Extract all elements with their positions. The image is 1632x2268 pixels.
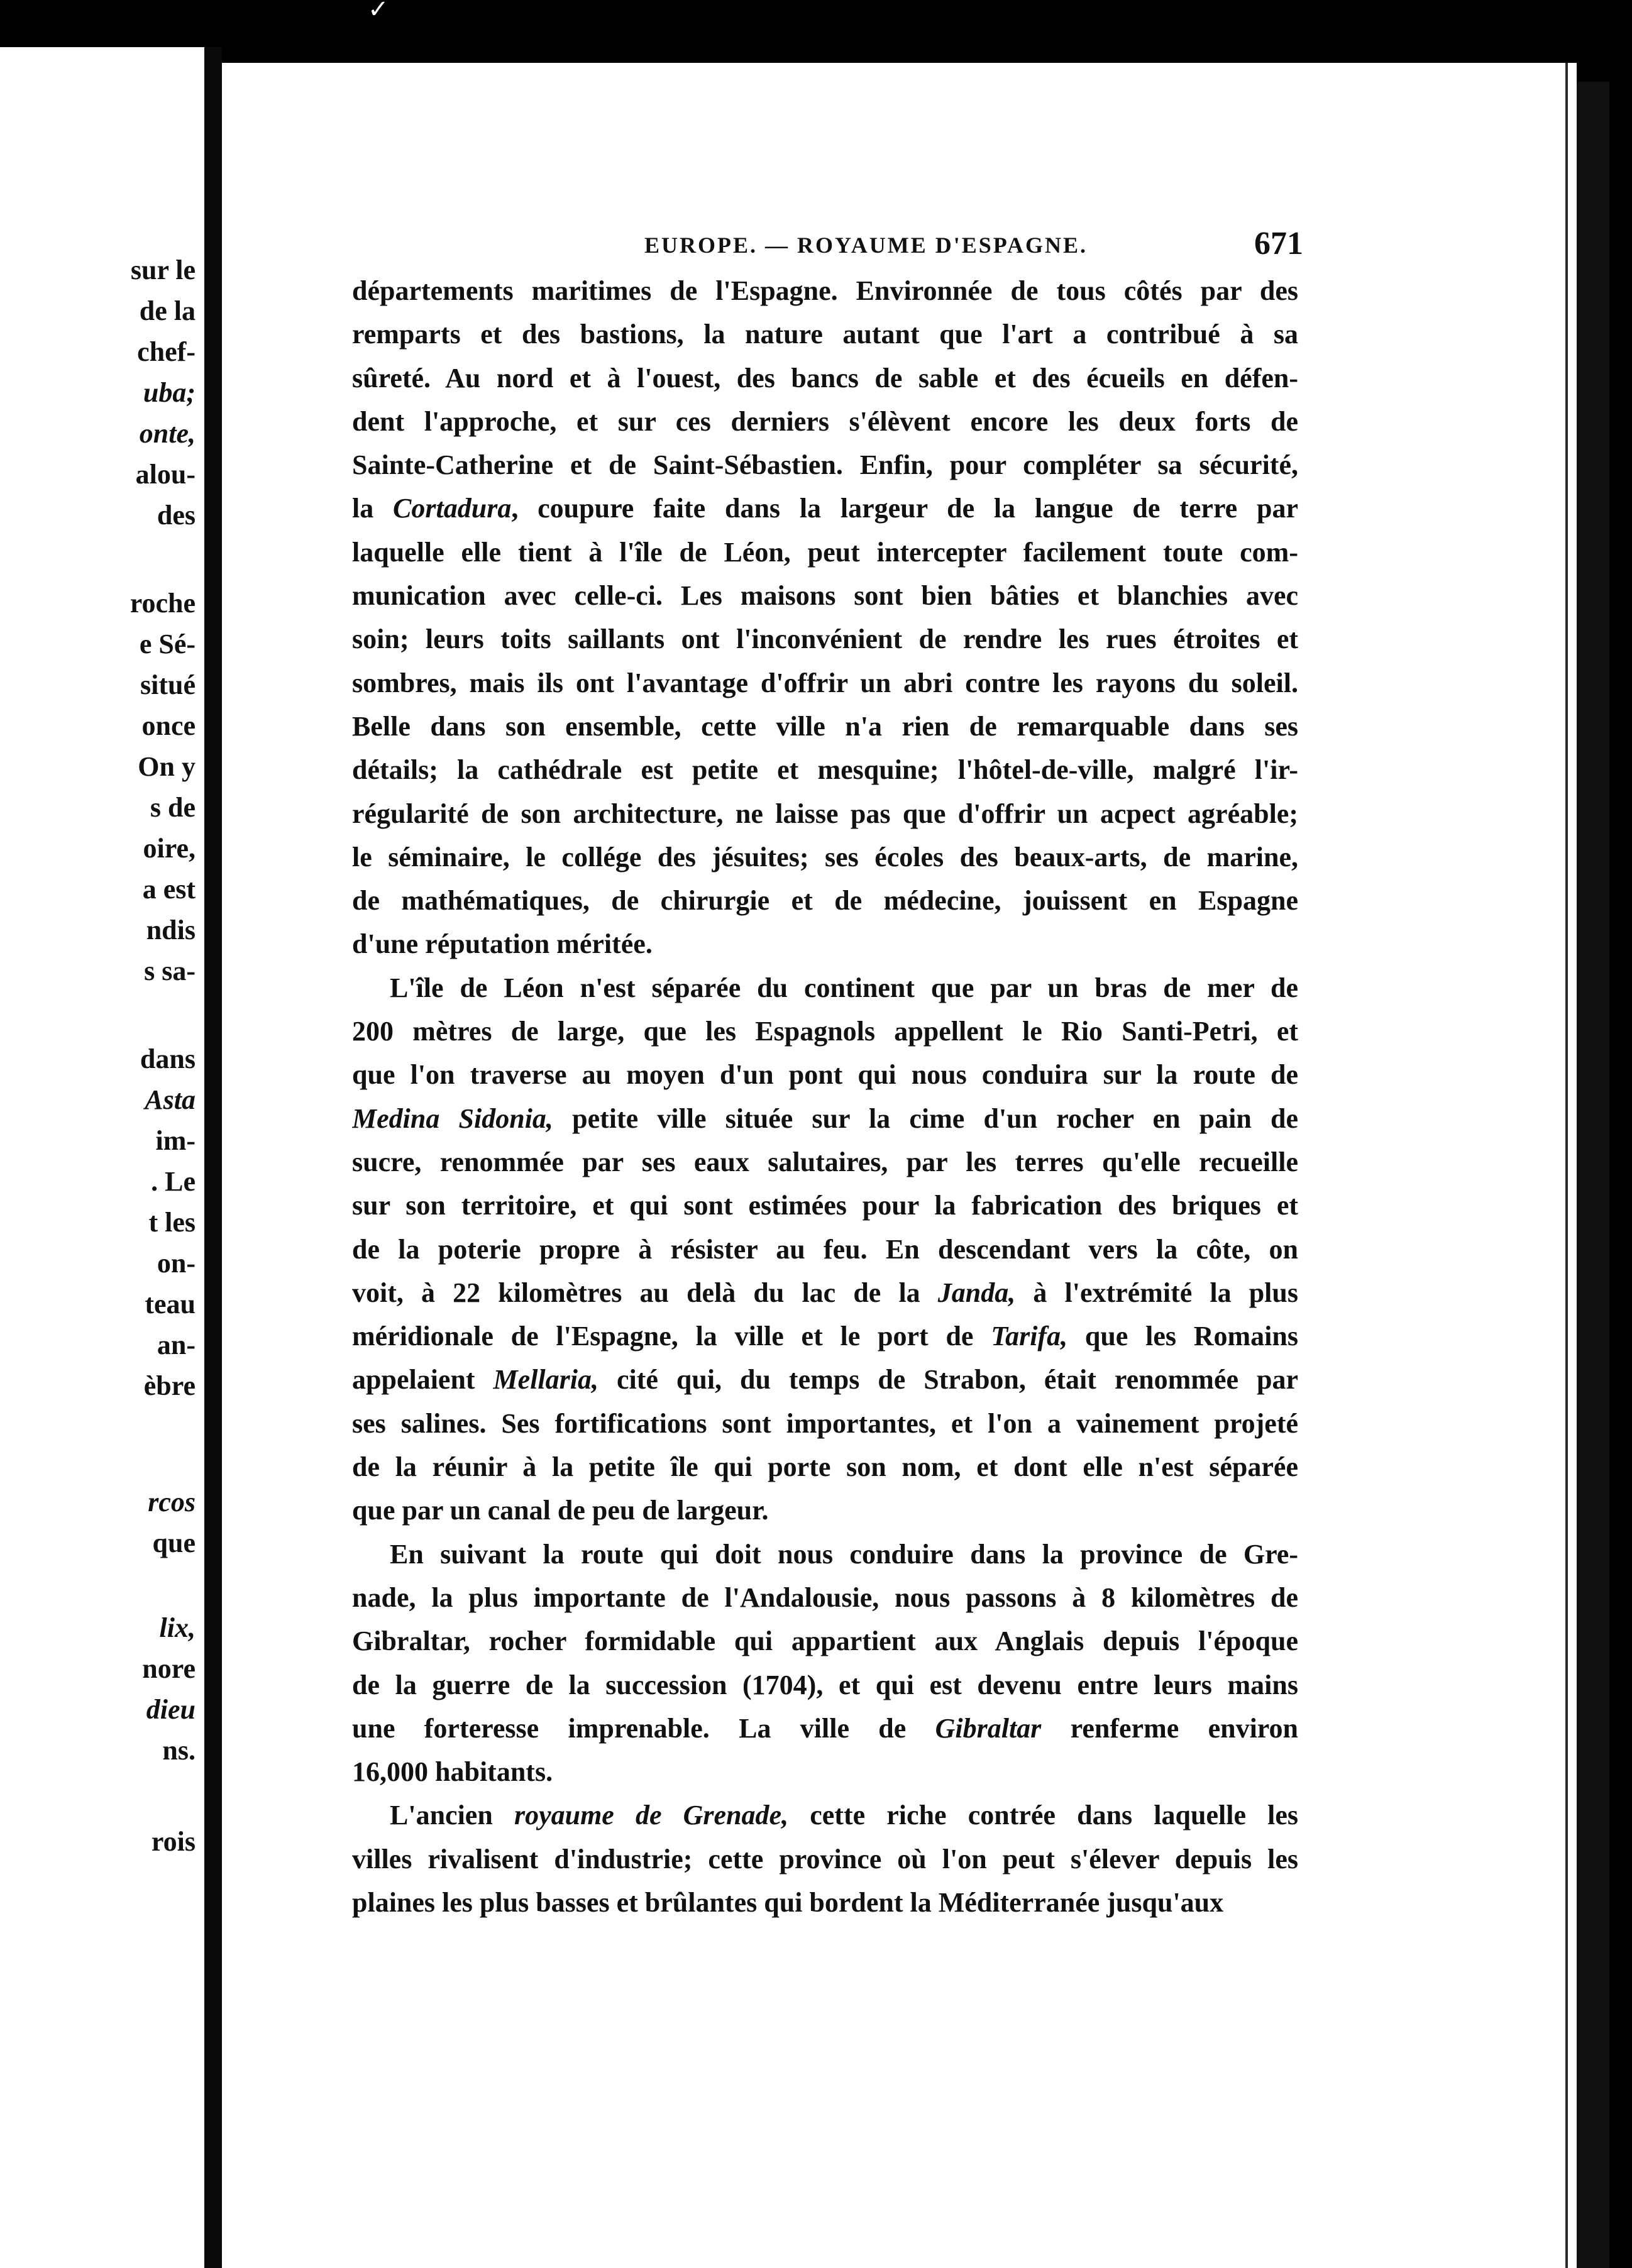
body-text (352, 269, 1298, 1924)
text-segment: la (352, 493, 394, 524)
facing-page-fragment: ns. (162, 1735, 196, 1766)
text-line: Sainte-Catherine et de Saint-Sébastien. Enfin, pour compléter sa sécurité, (352, 449, 1298, 481)
text-line: munication avec celle-ci. Les maisons sont bien bâties et blanchies avec (352, 580, 1298, 612)
text-line: sur son territoire, et qui sont estimées pour la fabrication des briques et (352, 1190, 1298, 1221)
text-segment: une forteresse imprenable. La ville de (352, 1712, 935, 1744)
text-segment: que les Romains (1067, 1321, 1298, 1352)
facing-page-fragment: onte, (139, 418, 196, 449)
text-line: 16,000 habitants. (352, 1756, 553, 1788)
facing-page-fragment: lix, (159, 1612, 196, 1643)
facing-page-fragment: ndis (146, 915, 196, 945)
italic-term: Tarifa, (991, 1321, 1068, 1352)
text-line: soin; leurs toits saillants ont l'inconvénient de rendre les rues étroites et (352, 624, 1298, 655)
text-line: de la réunir à la petite île qui porte son nom, et dont elle n'est séparée (352, 1451, 1298, 1483)
facing-page-fragment: e Sé- (139, 629, 196, 659)
italic-term: Cortadura (393, 493, 512, 524)
text-segment: voit, à 22 kilomètres au delà du lac de la (352, 1277, 938, 1308)
facing-page-fragment: on- (157, 1248, 196, 1279)
facing-page-fragment: situé (140, 669, 196, 700)
facing-page-fragment: que (152, 1528, 196, 1558)
page-edge-line (1565, 63, 1568, 2268)
facing-page-fragment: t les (148, 1207, 196, 1238)
text-line: d'une réputation méritée. (352, 928, 653, 960)
scan-corner-mark: ✓ (368, 0, 389, 23)
book-gutter (204, 47, 222, 2268)
text-line (352, 1358, 1298, 1401)
facing-page-fragment: a est (142, 874, 196, 905)
text-line: remparts et des bastions, la nature autant que l'art a contribué à sa (352, 319, 1298, 350)
facing-page-fragment: im- (155, 1125, 196, 1156)
text-segment: à l'extrémité la plus (1015, 1277, 1298, 1308)
facing-page-fragment: sur le (130, 255, 196, 285)
text-line: le séminaire, le collége des jésuites; ses écoles des beaux-arts, de marine, (352, 841, 1298, 873)
text-line: régularité de son architecture, ne laisse pas que d'offrir un acpect agréable; (352, 798, 1298, 829)
text-line: départements maritimes de l'Espagne. Environnée de tous côtés par des (352, 275, 1298, 306)
text-line: sûreté. Au nord et à l'ouest, des bancs de sable et des écueils en défen- (352, 362, 1298, 394)
text-segment: , coupure faite dans la largeur de la langue de terre par (511, 493, 1298, 524)
text-line (352, 1707, 1298, 1750)
text-line (352, 1314, 1298, 1358)
text-line: Belle dans son ensemble, cette ville n'a rien de remarquable dans ses (352, 710, 1298, 742)
text-line (352, 487, 1298, 530)
italic-term: Medina Sidonia, (352, 1103, 553, 1134)
text-line: de mathématiques, de chirurgie et de médecine, jouissent en Espagne (352, 885, 1298, 917)
text-line: que par un canal de peu de largeur. (352, 1495, 769, 1526)
italic-term: Janda, (937, 1277, 1016, 1308)
text-line: L'île de Léon n'est séparée du continent que par un bras de mer de (390, 972, 1298, 1003)
text-line: que l'on traverse au moyen d'un pont qui nous conduira sur la route de (352, 1059, 1298, 1091)
facing-page-fragment: oire, (143, 833, 196, 864)
text-segment: méridionale de l'Espagne, la ville et le port de (352, 1321, 991, 1352)
text-line (352, 1097, 1298, 1140)
text-line (352, 1793, 1298, 1837)
facing-page-fragment: des (157, 500, 196, 531)
text-line: Gibraltar, rocher formidable qui appartient aux Anglais depuis l'époque (352, 1626, 1298, 1657)
facing-page-fragment: On y (138, 751, 196, 782)
text-segment: renferme environ (1041, 1712, 1298, 1744)
facing-page-fragment: teau (145, 1289, 196, 1319)
text-line: détails; la cathédrale est petite et mesquine; l'hôtel-de-ville, malgré l'ir- (352, 754, 1298, 786)
facing-page-fragment: uba; (143, 377, 196, 408)
facing-page-fragment: dans (140, 1043, 196, 1074)
facing-page-fragment: alou- (135, 459, 196, 490)
text-segment: appelaient (352, 1364, 493, 1395)
facing-page-fragment: Asta (145, 1084, 196, 1115)
text-line: dent l'approche, et sur ces derniers s'élèvent encore les deux forts de (352, 405, 1298, 437)
facing-page-fragment: . Le (151, 1166, 196, 1197)
text-line: En suivant la route qui doit nous conduire dans la province de Gre- (390, 1538, 1298, 1570)
text-line: sombres, mais ils ont l'avantage d'offrir un abri contre les rayons du soleil. (352, 667, 1298, 698)
facing-page-fragment: dieu (146, 1694, 196, 1725)
running-header: EUROPE. — ROYAUME D'ESPAGNE. (644, 233, 1088, 258)
page-number: 671 (1254, 226, 1303, 261)
italic-term: royaume de Grenade, (514, 1800, 789, 1831)
facing-page-fragment: once (141, 710, 196, 741)
facing-page-fragment: s sa- (144, 955, 196, 986)
facing-page-fragment: s de (150, 792, 196, 823)
text-segment: cité qui, du temps de Strabon, était renommée par (598, 1364, 1298, 1395)
text-line: nade, la plus importante de l'Andalousie, nous passons à 8 kilomètres de (352, 1582, 1298, 1613)
text-line: ses salines. Ses fortifications sont importantes, et l'on a vainement projeté (352, 1407, 1298, 1439)
text-line: villes rivalisent d'industrie; cette province où l'on peut s'élever depuis les (352, 1843, 1298, 1874)
text-line (352, 1271, 1298, 1314)
text-line: sucre, renommée par ses eaux salutaires, par les terres qu'elle recueille (352, 1146, 1298, 1177)
italic-term: Gibraltar (935, 1712, 1042, 1744)
facing-page-fragment: chef- (137, 336, 196, 367)
facing-page-fragment: roche (130, 588, 196, 619)
facing-page-fragment: rois (151, 1826, 196, 1857)
facing-page-edge (0, 47, 204, 2268)
text-segment: cette riche contrée dans laquelle les (788, 1800, 1298, 1831)
text-line: 200 mètres de large, que les Espagnols appellent le Rio Santi-Petri, et (352, 1016, 1298, 1047)
facing-page-fragment: de la (139, 295, 196, 326)
text-line: de la poterie propre à résister au feu. En descendant vers la côte, on (352, 1233, 1298, 1265)
facing-page-fragment: èbre (143, 1370, 196, 1401)
italic-term: Mellaria, (493, 1364, 598, 1395)
text-segment: L'ancien (390, 1800, 514, 1831)
facing-page-fragment: rcos (148, 1487, 196, 1517)
text-segment: petite ville située sur la cime d'un rocher en pain de (553, 1103, 1298, 1134)
facing-page-fragment: nore (142, 1653, 196, 1684)
page-stack-edge (1577, 82, 1609, 2268)
text-line: plaines les plus basses et brûlantes qui bordent la Méditerranée jusqu'aux (352, 1886, 1224, 1918)
text-line: laquelle elle tient à l'île de Léon, peut intercepter facilement toute com- (352, 536, 1298, 568)
facing-page-fragment: an- (157, 1329, 196, 1360)
text-line: de la guerre de la succession (1704), et qui est devenu entre leurs mains (352, 1669, 1298, 1700)
